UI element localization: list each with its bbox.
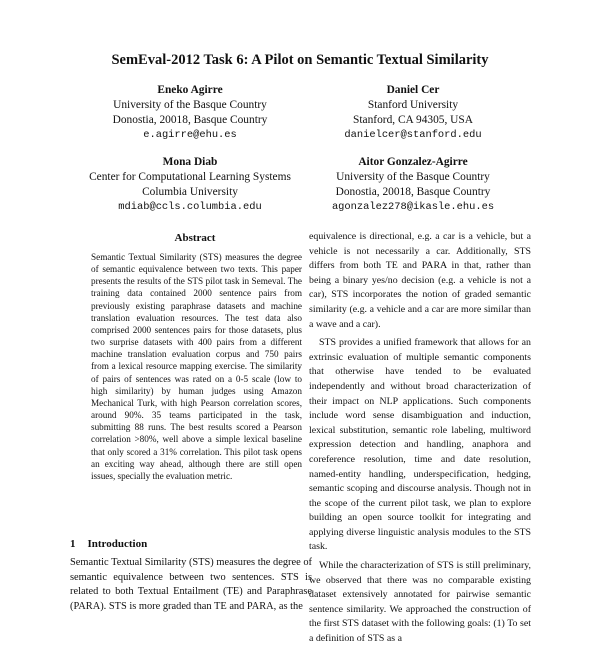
author-address: Stanford, CA 94305, USA: [353, 114, 473, 126]
right-column: [309, 230, 531, 647]
author-affiliation: University of the Basque Country: [113, 99, 267, 111]
paragraph: While the characterization of STS is still preliminary, we observed that there was no comparable existing dataset extensively annotated for pairwise semantic sentence similarity. We approached the construction of the first STS dataset with the following goals: (1) To set a definition of STS as a: [309, 560, 531, 645]
author-block: [283, 155, 543, 215]
author-email: e.agirre@ehu.es: [143, 129, 237, 141]
author-block: [283, 83, 543, 143]
section-number: 1: [70, 538, 76, 550]
abstract-heading: Abstract: [174, 232, 216, 244]
author-name: Eneko Agirre: [157, 84, 223, 96]
author-email: agonzalez278@ikasle.ehu.es: [331, 201, 495, 213]
section-heading: [70, 538, 147, 550]
paragraph: equivalence is directional, e.g. a car is a vehicle, but a vehicle is not necessarily a car. Additionally, STS differs from both TE and PARA in that, rather than being a binary yes/no decision (e.g. a vehicle is not a car), STS incorporates the notion of graded semantic similarity (e.g. a vehicle and a car are more similar than a wave and a car).: [309, 231, 531, 330]
author-name: Mona Diab: [162, 156, 218, 168]
author-affiliation: Center for Computational Learning Systems: [89, 171, 291, 183]
author-block: [60, 155, 320, 215]
author-email: mdiab@ccls.columbia.edu: [118, 201, 262, 213]
author-block: [60, 83, 320, 143]
author-name: Aitor Gonzalez-Agirre: [358, 156, 468, 168]
author-affiliation: Stanford University: [367, 99, 459, 111]
paper-title: SemEval-2012 Task 6: A Pilot on Semantic Textual Similarity: [111, 52, 489, 68]
author-address: Donostia, 20018, Basque Country: [112, 114, 268, 126]
paragraph: STS provides a unified framework that allows for an extrinsic evaluation of multiple semantic components that otherwise have tended to be evaluated independently and without broad characterization of their impact on NLP applications. Such components include word sense disambiguation and induction, lexical substitution, semantic role labeling, multiword expression detection and handling, anaphora and coreference resolution, time and date resolution, named-entity handling, underspecification, hedging, semantic scoping and discourse analysis. Though not in the scope of the current pilot task, we plan to explore building an open source toolkit for integrating and applying diverse linguistic analysis modules to the STS task.: [309, 337, 531, 553]
introduction-text: Semantic Textual Similarity (STS) measures the degree of semantic equivalence between two sentences. STS is related to both Textual Entailment (TE) and Paraphrase (PARA). STS is more graded than TE and PARA, as the: [70, 557, 312, 612]
author-affiliation: University of the Basque Country: [336, 171, 490, 183]
section-title: Introduction: [87, 538, 148, 550]
author-name: Daniel Cer: [386, 84, 440, 96]
abstract-text: Semantic Textual Similarity (STS) measures the degree of semantic equivalence between two texts. This paper presents the results of the STS pilot task in Semeval. The training data contained 2000 sentence pairs from previously existing paraphrase datasets and machine translation evaluation resources. The test data also comprised 2000 sentences pairs for those datasets, plus two surprise datasets with 400 pairs from a different machine translation evaluation corpus and 750 pairs from a lexical resource mapping exercise. The similarity of pairs of sentences was rated on a 0-5 scale (low to high similarity) by human judges using Amazon Mechanical Turk, with high Pearson correlation scores, around 90%. 35 teams participated in the task, submitting 88 runs. The best results scored a Pearson correlation >80%, well above a simple lexical baseline that only scored a 31% correlation. This pilot task opens an exciting way ahead, although there are still open issues, specially the evaluation metric.: [91, 252, 302, 481]
author-address: Columbia University: [142, 186, 238, 198]
author-email: danielcer@stanford.edu: [344, 129, 482, 141]
author-address: Donostia, 20018, Basque Country: [335, 186, 491, 198]
